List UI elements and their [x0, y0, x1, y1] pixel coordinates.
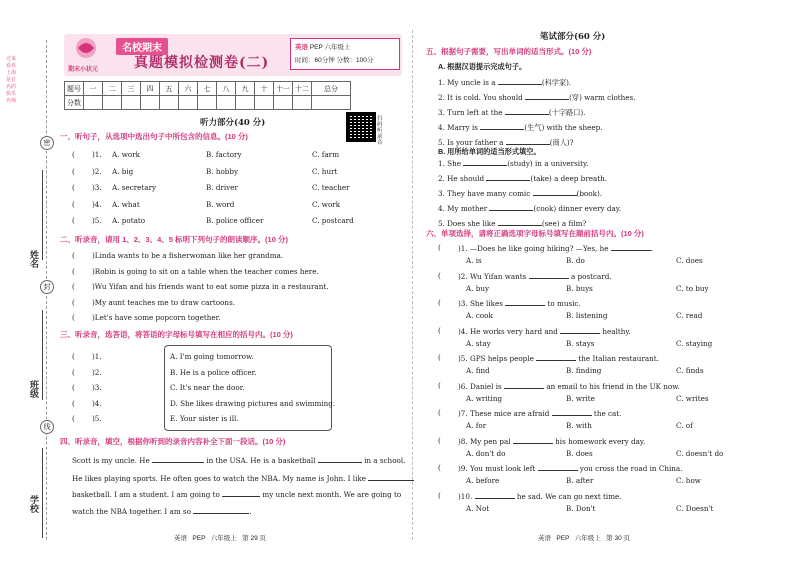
- sentence-hint: (商人)?: [549, 138, 574, 147]
- binding-strip: [0, 0, 54, 566]
- answer-paren[interactable]: (: [72, 199, 75, 209]
- blank-5[interactable]: [193, 506, 252, 516]
- question: [458, 436, 645, 446]
- school-line: [42, 448, 43, 538]
- answer-paren[interactable]: (: [72, 150, 75, 159]
- section1-heading: 一、听句子，从选项中选出句子中所包含的信息。(10 分): [60, 132, 248, 141]
- section5-part-b: B. 用所给单词的适当形式填空。: [438, 147, 541, 156]
- sentence-text: 4. My mother: [438, 204, 490, 213]
- passage-text: watch the NBA together. I am so: [72, 507, 194, 516]
- option-c: C. postcard: [312, 216, 354, 225]
- series-label: 期末小状元: [68, 67, 99, 73]
- sentence-text: 1. She: [438, 159, 464, 168]
- score-entry-cell[interactable]: [122, 96, 141, 110]
- answer-blank[interactable]: [538, 463, 578, 471]
- badge: 名校期末: [116, 38, 168, 55]
- score-entry-cell[interactable]: [217, 96, 236, 110]
- binding-hole: 封: [40, 280, 54, 294]
- choice-a: A. before: [466, 476, 500, 485]
- question-text: his homework every day.: [552, 436, 646, 446]
- question-text: )8. My pen pal: [458, 436, 513, 446]
- score-entry-cell[interactable]: [141, 96, 160, 110]
- choice-a: A. Not: [466, 503, 490, 513]
- answer-blank[interactable]: [480, 122, 524, 130]
- blank-1[interactable]: [152, 455, 204, 463]
- question: [458, 491, 622, 501]
- school-label: 学校: [29, 495, 39, 513]
- choice-b: B. listening: [566, 311, 608, 320]
- passage-line-1: [72, 455, 405, 465]
- ordering-sentence: )Linda wants to be a fisherwoman like her grandma.: [92, 251, 284, 260]
- score-entry-cell[interactable]: [312, 96, 351, 110]
- passage-text: He likes playing sports. He often goes to watch the NBA. My name is John. I like: [72, 474, 369, 483]
- qr-code-icon[interactable]: [346, 112, 376, 142]
- answer-paren[interactable]: (: [72, 414, 75, 423]
- option-c: C. work: [312, 199, 341, 209]
- choice-b: B. finding: [566, 366, 602, 375]
- answer-blank[interactable]: [533, 188, 577, 196]
- answer-paren[interactable]: (: [438, 270, 441, 280]
- choice-b: B. buys: [566, 283, 593, 293]
- answer-paren[interactable]: (: [72, 352, 75, 361]
- score-header-cell: 十一: [274, 82, 293, 96]
- answer-paren[interactable]: (: [438, 325, 441, 335]
- choice-a: A. buy: [466, 283, 490, 293]
- answer-blank[interactable]: [552, 408, 592, 416]
- sentence-text: 5. Is your father a: [438, 138, 506, 147]
- passage-text: my uncle next month. We are going to: [260, 490, 402, 499]
- answer-blank[interactable]: [529, 271, 569, 279]
- question: [458, 243, 653, 253]
- response-option: C. It's near the door.: [170, 383, 245, 392]
- question: [458, 271, 612, 281]
- passage-text: .: [249, 507, 252, 516]
- fill-sentence: [438, 158, 588, 168]
- score-header-cell: 五: [160, 82, 179, 96]
- question-text: )4. He works very hard and: [458, 326, 561, 336]
- sentence-hint: (take) a deep breath.: [530, 174, 608, 183]
- score-entry-cell[interactable]: [198, 96, 217, 110]
- answer-paren[interactable]: (: [438, 353, 441, 362]
- choice-c: C. to buy: [676, 283, 709, 293]
- name-label: 姓名: [29, 250, 39, 268]
- choice-c: C. does: [676, 256, 703, 265]
- answer-blank[interactable]: [486, 173, 530, 181]
- subject: 英语: [295, 44, 308, 51]
- question-number: )1.: [92, 150, 102, 159]
- question-number: )1.: [92, 352, 102, 361]
- time-limit: 时间：60分钟: [295, 57, 335, 64]
- sentence-text: 5. Does she like: [438, 219, 498, 228]
- passage-line-4: [72, 506, 252, 516]
- option-b: B. factory: [206, 150, 242, 159]
- answer-blank[interactable]: [505, 107, 549, 115]
- score-entry-cell[interactable]: [236, 96, 255, 110]
- passage-text: in the USA. He is a basketball: [203, 456, 318, 465]
- footer-left: 英语 PEP 六年级上 第 29 页: [174, 535, 266, 542]
- class-label: 班级: [29, 380, 39, 398]
- answer-paren[interactable]: (: [72, 297, 75, 307]
- answer-blank[interactable]: [611, 243, 654, 253]
- fold-line: [412, 30, 413, 540]
- page-title: 真题模拟检测卷(二): [134, 55, 270, 71]
- score-header-cell: 一: [84, 82, 103, 96]
- written-title: 笔试部分(60 分): [540, 32, 606, 42]
- answer-paren[interactable]: (: [72, 383, 75, 392]
- answer-blank[interactable]: [513, 436, 553, 444]
- score-entry-cell[interactable]: [160, 96, 179, 110]
- score-header-cell: 十二: [293, 82, 312, 96]
- choice-b: B. stays: [566, 338, 595, 348]
- answer-blank[interactable]: [504, 381, 544, 389]
- strip-note: 过来看看 上海是有名的快乐 名师: [6, 56, 17, 104]
- class-line: [42, 310, 43, 400]
- name-line: [42, 170, 43, 260]
- fill-sentence: [438, 92, 636, 103]
- question-text: )6. Daniel is: [458, 381, 505, 391]
- option-b: B. police officer: [206, 216, 264, 225]
- ordering-sentence: )My aunt teaches me to draw cartoons.: [92, 297, 236, 307]
- passage-text: basketball. I am a student. I am going to: [72, 490, 223, 499]
- answer-blank[interactable]: [506, 137, 550, 145]
- answer-paren[interactable]: (: [438, 463, 441, 472]
- score-table: [64, 81, 351, 110]
- question-number: )2.: [92, 166, 102, 176]
- score-entry-cell[interactable]: [84, 96, 103, 110]
- sentence-hint: (穿) warm clothes.: [569, 93, 636, 102]
- exam-info-box: [290, 38, 400, 70]
- passage-text: Scott is my uncle. He: [72, 456, 152, 465]
- question-number: )3.: [92, 383, 102, 392]
- option-b: B. hobby: [206, 166, 239, 176]
- score-header-cell: 题号: [65, 82, 84, 96]
- option-c: C. teacher: [312, 183, 350, 192]
- answer-paren[interactable]: (: [72, 183, 75, 192]
- question: [458, 408, 621, 418]
- score-header-cell: 九: [236, 82, 255, 96]
- score-header-cell: 四: [141, 82, 160, 96]
- sentence-hint: (十字路口).: [548, 108, 586, 117]
- question-text: )9. You must look left: [458, 464, 538, 473]
- answer-paren[interactable]: (: [72, 166, 75, 176]
- ordering-sentence: )Robin is going to sit on a table when the teacher comes here.: [92, 266, 319, 276]
- option-a: A. work: [112, 150, 141, 159]
- choice-c: C. writes: [676, 393, 709, 403]
- question: [458, 381, 680, 391]
- binding-hole: 密: [40, 136, 54, 150]
- option-c: C. hurt: [312, 166, 338, 176]
- question-number: )5.: [92, 414, 102, 423]
- question-text: .: [650, 244, 654, 253]
- ordering-sentence: )Let's have some popcorn together.: [92, 313, 221, 322]
- choice-c: C. read: [676, 311, 703, 320]
- section4-heading: 四、听录音，填空，根据你听到的录音内容补全下面一段话。(10 分): [60, 437, 286, 446]
- footer-right: 英语 PEP 六年级上 第 30 页: [538, 535, 630, 542]
- sentence-text: 3. Turn left at the: [438, 108, 505, 117]
- response-option: A. I'm going tomorrow.: [170, 352, 254, 361]
- choice-c: C. of: [676, 421, 693, 430]
- edition: PEP: [309, 44, 323, 51]
- score-header-row: [65, 82, 351, 96]
- choice-b: B. does: [566, 448, 593, 458]
- answer-paren[interactable]: (: [72, 251, 75, 260]
- section5-part-a: A. 根据汉语提示完成句子。: [438, 62, 527, 71]
- sentence-text: 3. They have many comic: [438, 189, 533, 198]
- blank-4[interactable]: [222, 489, 260, 497]
- sentence-hint: (book).: [576, 189, 603, 198]
- score-entry-row: [65, 96, 351, 110]
- score-header-cell: 三: [122, 82, 141, 96]
- question-number: )5.: [92, 216, 102, 225]
- choice-c: C. finds: [676, 366, 704, 375]
- fill-sentence: [438, 173, 607, 183]
- answer-blank[interactable]: [475, 491, 515, 499]
- answer-blank[interactable]: [498, 77, 542, 85]
- blank-2[interactable]: [318, 455, 362, 463]
- sentence-text: 2. It is cold. You should: [438, 93, 526, 102]
- score-header-cell: 六: [179, 82, 198, 96]
- answer-blank[interactable]: [498, 218, 542, 226]
- answer-blank[interactable]: [536, 353, 576, 361]
- choice-a: A. writing: [466, 393, 503, 403]
- option-c: C. farm: [312, 150, 340, 159]
- question-text: a postcard.: [568, 271, 612, 281]
- sentence-text: 1. My uncle is a: [438, 78, 498, 87]
- logo-icon: [68, 36, 104, 64]
- fill-sentence: [438, 122, 603, 133]
- question-text: )10.: [458, 491, 475, 501]
- question-number: )3.: [92, 183, 102, 192]
- question-text: to music.: [545, 299, 581, 308]
- answer-paren[interactable]: (: [72, 216, 75, 225]
- sentence-hint: (see) a film?: [541, 219, 587, 228]
- answer-paren[interactable]: (: [72, 266, 75, 276]
- sentence-hint: (cook) dinner every day.: [533, 204, 622, 213]
- question-number: )2.: [92, 367, 102, 377]
- choice-b: B. after: [566, 476, 594, 485]
- fill-sentence: [438, 107, 585, 118]
- question: [458, 463, 682, 473]
- question-text: an email to his friend in the UK now.: [544, 381, 680, 391]
- choice-a: A. is: [466, 256, 482, 265]
- answer-paren[interactable]: (: [438, 243, 441, 252]
- fill-sentence: [438, 188, 602, 198]
- full-score: 分数：100分: [336, 57, 374, 64]
- answer-blank[interactable]: [525, 92, 569, 100]
- question: [458, 298, 581, 308]
- choice-a: A. find: [466, 366, 490, 375]
- score-entry-cell[interactable]: [293, 96, 312, 110]
- choice-a: A. don't do: [466, 448, 506, 458]
- score-entry-cell[interactable]: [179, 96, 198, 110]
- qr-caption: 扫码听录音: [377, 116, 383, 146]
- section5-heading: 五、根据句子需要，写出单词的适当形式。(10 分): [426, 47, 592, 56]
- choice-a: A. for: [466, 421, 487, 430]
- answer-paren[interactable]: (: [72, 367, 75, 377]
- question: [458, 353, 659, 363]
- sentence-hint: (生气) with the sheep.: [524, 123, 603, 132]
- answer-paren[interactable]: (: [438, 298, 441, 307]
- answer-paren[interactable]: (: [72, 398, 75, 408]
- score-header-cell: 七: [198, 82, 217, 96]
- option-a: A. big: [112, 166, 134, 176]
- option-b: B. driver: [206, 183, 238, 192]
- fill-sentence: [438, 218, 586, 228]
- logo: [68, 36, 104, 64]
- question-text: )7. These mice are afraid: [458, 409, 552, 418]
- score-entry-cell[interactable]: [274, 96, 293, 110]
- answer-paren[interactable]: (: [438, 380, 441, 390]
- response-option: D. She likes drawing pictures and swimming.: [170, 398, 336, 408]
- section2-heading: 二、听录音，请用 1、2、3、4、5 标明下列句子的朗读顺序。(10 分): [60, 235, 288, 244]
- sentence-hint: (study) in a university.: [507, 159, 589, 168]
- fill-sentence: [438, 203, 621, 213]
- choice-a: A. cook: [466, 311, 493, 320]
- question: [458, 326, 631, 336]
- choice-c: C. how: [676, 476, 701, 485]
- choice-c: C. doesn't do: [676, 448, 724, 458]
- question-text: you cross the road in China.: [577, 464, 683, 473]
- choice-a: A. stay: [466, 338, 491, 348]
- choice-b: B. write: [566, 393, 595, 403]
- sentence-hint: (科学家).: [541, 78, 572, 87]
- choice-b: B. Don't: [566, 503, 596, 513]
- listening-title: 听力部分(40 分): [200, 118, 266, 128]
- sentence-text: 2. He should: [438, 174, 487, 183]
- fill-sentence: [438, 77, 571, 88]
- section6-heading: 六、单项选择，请将正确选项字母标号填写在题前括号内。(10 分): [426, 229, 644, 238]
- choice-b: B. do: [566, 256, 585, 265]
- choice-c: C. staying: [676, 338, 713, 348]
- section3-heading: 三、听录音，选答语，将答语的字母标号填写在相应的括号内。(10 分): [60, 330, 293, 339]
- answer-paren[interactable]: (: [72, 313, 75, 322]
- passage-text: in a school.: [361, 456, 406, 465]
- question-text: )3. She likes: [458, 299, 506, 308]
- question-text: the Italian restaurant.: [576, 354, 659, 363]
- question-number: )4.: [92, 199, 102, 209]
- question-text: the cat.: [591, 409, 622, 418]
- grade: 六年级上: [324, 44, 351, 51]
- answer-blank[interactable]: [489, 203, 533, 211]
- blank-3[interactable]: [368, 473, 414, 481]
- question-text: he sad. We can go next time.: [514, 491, 622, 501]
- binding-hole: 线: [40, 420, 54, 434]
- answer-blank[interactable]: [505, 298, 545, 306]
- response-option: B. He is a police officer.: [170, 367, 257, 377]
- score-header-cell: 二: [103, 82, 122, 96]
- answer-blank[interactable]: [560, 326, 600, 334]
- passage-line-3: [72, 489, 401, 499]
- question-text: )1. —Does he like going hiking? —Yes, he: [458, 244, 611, 253]
- sentence-text: 4. Marry is: [438, 123, 481, 132]
- question-text: healthy.: [600, 326, 631, 336]
- choice-b: B. with: [566, 421, 592, 430]
- answer-paren[interactable]: (: [438, 408, 441, 417]
- score-header-cell: 十: [255, 82, 274, 96]
- passage-line-2: [72, 473, 414, 483]
- option-a: A. what: [112, 199, 140, 209]
- question-text: )2. Wu Yifan wants: [458, 271, 529, 281]
- option-a: A. secretary: [112, 183, 157, 192]
- choice-c: C. Doesn't: [676, 503, 714, 513]
- option-a: A. potato: [112, 216, 146, 225]
- answer-blank[interactable]: [463, 158, 507, 166]
- question-text: )5. GPS helps people: [458, 354, 537, 363]
- option-b: B. word: [206, 199, 235, 209]
- score-entry-cell[interactable]: [255, 96, 274, 110]
- score-entry-cell[interactable]: [103, 96, 122, 110]
- answer-paren[interactable]: (: [72, 282, 75, 291]
- score-header-cell: 总分: [312, 82, 351, 96]
- question-number: )4.: [92, 398, 102, 408]
- ordering-sentence: )Wu Yifan and his friends want to eat some pizza in a restaurant.: [92, 282, 329, 291]
- answer-paren[interactable]: (: [438, 490, 441, 500]
- score-header-cell: 八: [217, 82, 236, 96]
- response-option: E. Your sister is ill.: [170, 414, 239, 423]
- score-row-label: 分数: [65, 96, 84, 110]
- answer-paren[interactable]: (: [438, 435, 441, 445]
